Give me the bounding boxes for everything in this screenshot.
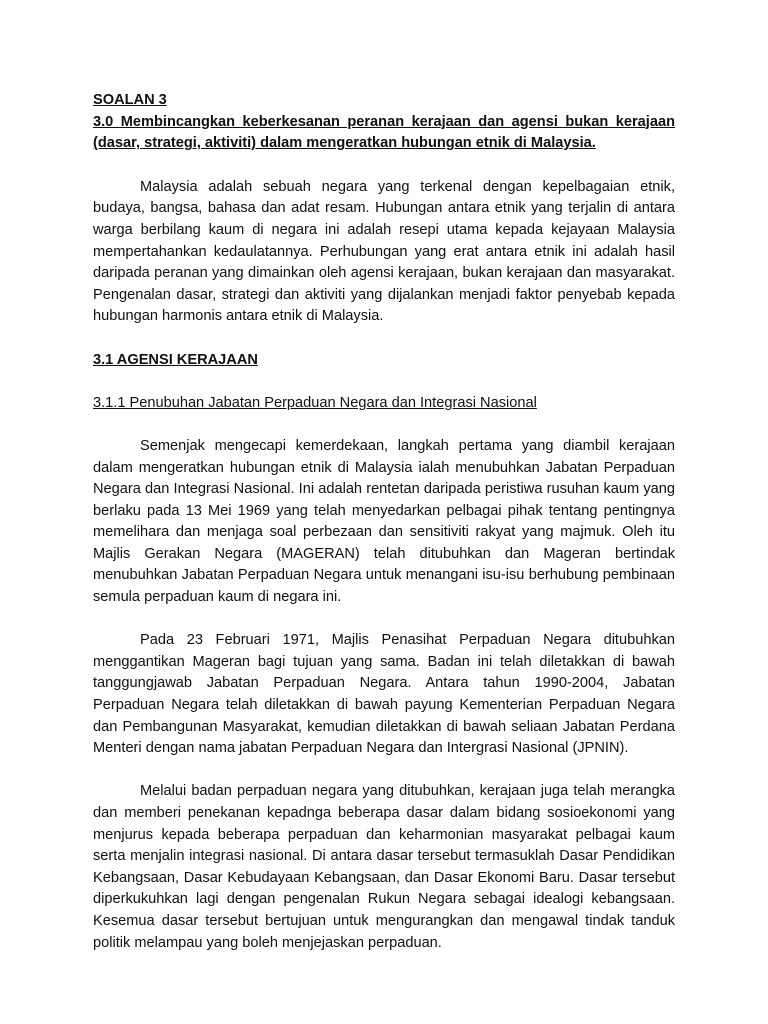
question-title: 3.0 Membincangkan keberkesanan peranan kerajaan dan agensi bukan kerajaan (dasar, strategi, aktiviti) dalam mengeratkan hubungan etnik di Malaysia. [93,113,675,152]
body-paragraph-2: Pada 23 Februari 1971, Majlis Penasihat Perpaduan Negara ditubuhkan menggantikan Mageran bagi tujuan yang sama. Badan ini telah diletakkan di bawah tanggungjawab Jabatan Perpaduan Negara. Antara tahun 1990-2004, Jabatan Perpaduan Negara telah diletakkan di bawah payung Kementerian Perpaduan Negara dan Pembangunan Masyarakat, kemudian diletakkan di bawah seliaan Jabatan Perdana Menteri dengan nama jabatan Perpaduan Negara dan Intergrasi Nasional (JPNIN). [93,632,675,757]
body-paragraph-1: Semenjak mengecapi kemerdekaan, langkah pertama yang diambil kerajaan dalam mengeratkan hubungan etnik di Malaysia ialah menubuhkan Jabatan Perpaduan Negara dan Integrasi Nasional. Ini adalah rentetan daripada peristiwa rusuhan kaum yang berlaku pada 13 Mei 1969 yang telah menyedarkan pelbagai pihak tentang pentingnya memelihara dan menjaga soal perbezaan dan sensitiviti rakyat yang majmuk. Oleh itu Majlis Gerakan Negara (MAGERAN) telah ditubuhkan dan Mageran bertindak menubuhkan Jabatan Perpaduan Negara untuk menangani isu-isu berhubung pembinaan semula perpaduan kaum di negara ini. [93,437,675,606]
question-label: SOALAN 3 [93,92,167,108]
subsection-heading: 3.1.1 Penubuhan Jabatan Perpaduan Negara dan Integrasi Nasional [93,394,537,411]
document-page [93,90,675,976]
body-paragraph-3: Melalui badan perpaduan negara yang ditubuhkan, kerajaan juga telah merangka dan memberi penekanan kepadnga beberapa dasar dalam bidang sosioekonomi yang menjurus kepada beberapa perpaduan dan keharmonian masyarakat pelbagai kaum serta menjalin integrasi nasional. Di antara dasar tersebut termasuklah Dasar Pendidikan Kebangsaan, Dasar Kebudayaan Kebangsaan, dan Dasar Ekonomi Baru. Dasar tersebut diperkukuhkan lagi dengan pengenalan Rukun Negara sebagai idealogi kebangsaan. Kesemua dasar tersebut bertujuan untuk mengurangkan dan mengawal tindak tanduk politik melampau yang boleh menjejaskan perpaduan. [93,783,675,951]
intro-paragraph: Malaysia adalah sebuah negara yang terkenal dengan kepelbagaian etnik, budaya, bangsa, bahasa dan adat resam. Hubungan antara etnik yang terjalin di antara warga berbilang kaum di negara ini adalah resepi utama kepada kejayaan Malaysia mempertahankan kedaulatannya. Perhubungan yang erat antara etnik ini adalah hasil daripada peranan yang dimainkan oleh agensi kerajaan, bukan kerajaan dan masyarakat. Pengenalan dasar, strategi dan aktiviti yang dijalankan menjadi faktor penyebab kepada hubungan harmonis antara etnik di Malaysia. [93,178,675,325]
section-heading: 3.1 AGENSI KERAJAAN [93,351,258,368]
